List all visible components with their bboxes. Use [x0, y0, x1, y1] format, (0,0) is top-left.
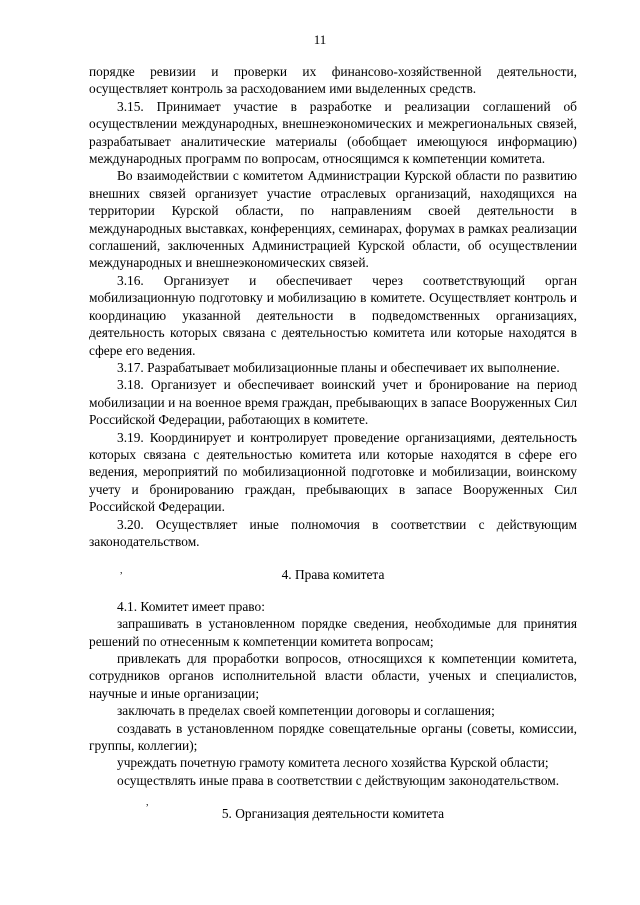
paragraph-4-1: 4.1. Комитет имеет право: [117, 598, 265, 614]
right-item-involve: привлекать для проработки вопросов, относящихся к компетенции комитета, сотрудников органов исполнительной власти области, ученых и специалистов, научные и иные организации; [89, 651, 577, 701]
right-item-certificate: учреждать почетную грамоту комитета лесного хозяйства Курской области; [117, 755, 549, 771]
right-item-request: запрашивать в установленном порядке сведения, необходимые для принятия решений по отнесенным к компетенции комитета вопросам; [89, 616, 577, 649]
paragraph-3-17: 3.17. Разрабатывает мобилизационные планы и обеспечивает их выполнение. [117, 359, 560, 375]
right-item-advisory-bodies: создавать в установленном порядке совещательные органы (советы, комиссии, группы, коллегии); [89, 720, 577, 754]
scan-speck: , [146, 797, 149, 808]
scan-speck: , [120, 565, 123, 576]
spacer [89, 789, 577, 805]
right-item-other: осуществлять иные права в соответствии с действующим законодательством. [117, 772, 560, 788]
paragraph-continuation: порядке ревизии и проверки их финансово-хозяйственной деятельности, осуществляет контроль за расходованием ими выделенных средств. [89, 64, 577, 97]
paragraph-3-18: 3.18. Организует и обеспечивает воинский учет и бронирование на период мобилизации и на военное время граждан, пребывающих в запасе Вооруженных Сил Российской Федерации, работающих в комитете. [89, 377, 577, 428]
page-number: 11 [313, 32, 327, 47]
paragraph-3-16: 3.16. Организует и обеспечивает через соответствующий орган мобилизационную подготовку и мобилизацию в комитете. Осуществляет контроль и координацию указанной деятельности в подведомственных организациях, деятельность которых связана с деятельностью комитета или которые находятся в сфере его ведения. [89, 272, 577, 358]
spacer [89, 584, 577, 598]
paragraph-external-relations: Во взаимодействии с комитетом Администрации Курской области по развитию внешних связей организует участие отраслевых организаций, находящихся на территории Курской области, по направлениям своей деятельности в международных выставках, конференциях, семинарах, форумах в рамках реализации соглашений, заключенных Администрацией Курской области, об осуществлении международных и внешнеэкономических связей. [89, 168, 577, 271]
paragraph-3-19: 3.19. Координирует и контролирует проведение организациями, деятельность которых связана с деятельностью комитета или которые находятся в сфере его ведения, мероприятий по мобилизационной подготовке и мобилизации, воинскому учету и бронированию граждан, пребывающих в запасе Вооруженных Сил Российской Федерации. [89, 429, 577, 515]
section-4-heading: 4. Права комитета [281, 567, 385, 583]
document-body [89, 63, 577, 823]
spacer [89, 550, 577, 566]
right-item-contracts: заключать в пределах своей компетенции договоры и соглашения; [117, 703, 495, 719]
paragraph-3-15: 3.15. Принимает участие в разработке и реализации соглашений об осуществлении международных, внешнеэкономических и межрегиональных связей, разрабатывает аналитические материалы (обобщает имеющуюся информацию) международных программ по вопросам, относящимся к компетенции комитета. [89, 98, 577, 167]
section-5-heading: 5. Организация деятельности комитета [221, 806, 445, 822]
paragraph-3-20: 3.20. Осуществляет иные полномочия в соответствии с действующим законодательством. [89, 516, 577, 549]
